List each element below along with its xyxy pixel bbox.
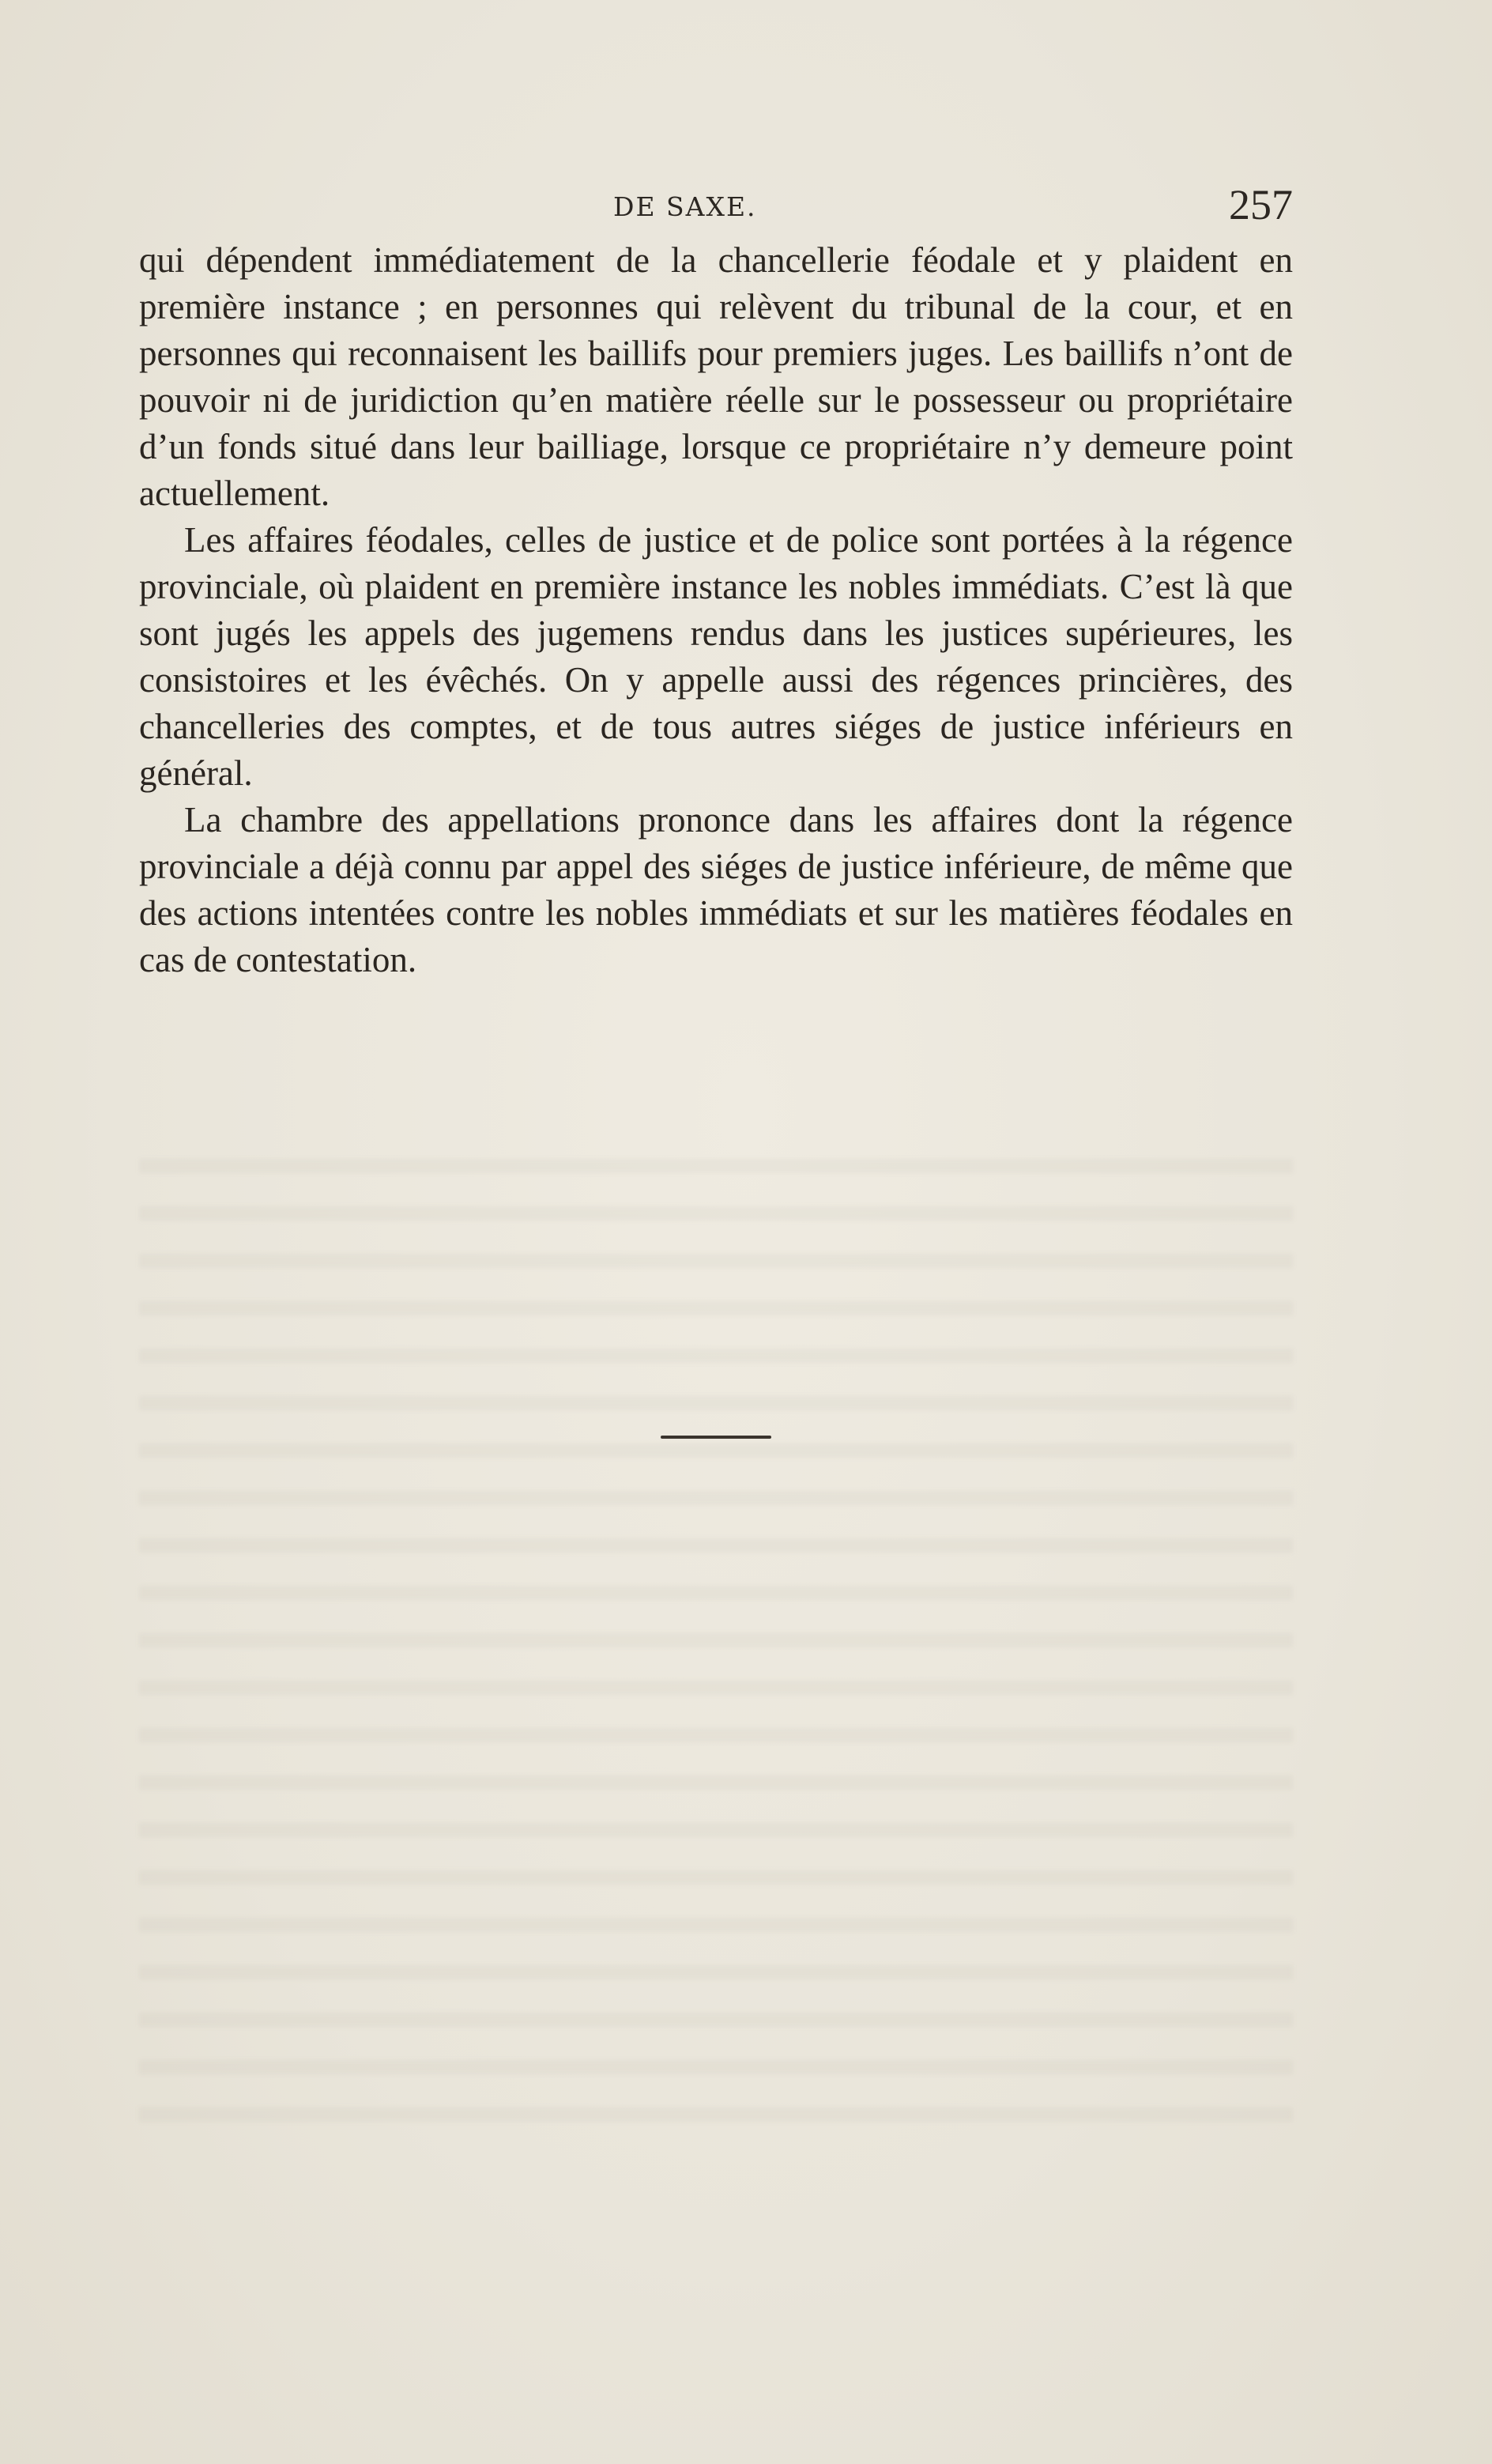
body-text bbox=[139, 237, 1293, 983]
paragraph-appeals-chamber: La chambre des appellations prononce dans les affaires dont la régence provinciale a déjà connu par appel des siéges de justice inférieure, de même que des actions intentées contre les nobles immédiats et sur les matières féodales en cas de contestation. bbox=[139, 800, 1293, 979]
paragraph-feudal-affairs: Les affaires féodales, celles de justice et de police sont portées à la régence provinciale, où plaident en première instance les nobles immédiats. C’est là que sont jugés les appels des jugemens rendus dans les justices supérieures, les consistoires et les évêchés. On y appelle aussi des régences princières, des chancelleries des comptes, et de tous autres siéges de justice inférieurs en général. bbox=[139, 520, 1293, 793]
running-head bbox=[139, 181, 1293, 234]
paragraph-continued: qui dépendent immédiatement de la chancellerie féodale et y plaident en première instance ; en personnes qui relèvent du tribunal de la cour, et en personnes qui reconnaisent les baillifs pour premiers juges. Les baillifs n’ont de pouvoir ni de juridiction qu’en matière réelle sur le possesseur ou propriétaire d’un fonds situé dans leur bailliage, lorsque ce propriétaire n’y demeure point actuellement. bbox=[139, 240, 1293, 513]
running-title: DE SAXE. bbox=[613, 191, 757, 222]
page-number: 257 bbox=[1229, 181, 1293, 228]
show-through-text bbox=[139, 1130, 1293, 2126]
section-divider bbox=[661, 1436, 771, 1439]
